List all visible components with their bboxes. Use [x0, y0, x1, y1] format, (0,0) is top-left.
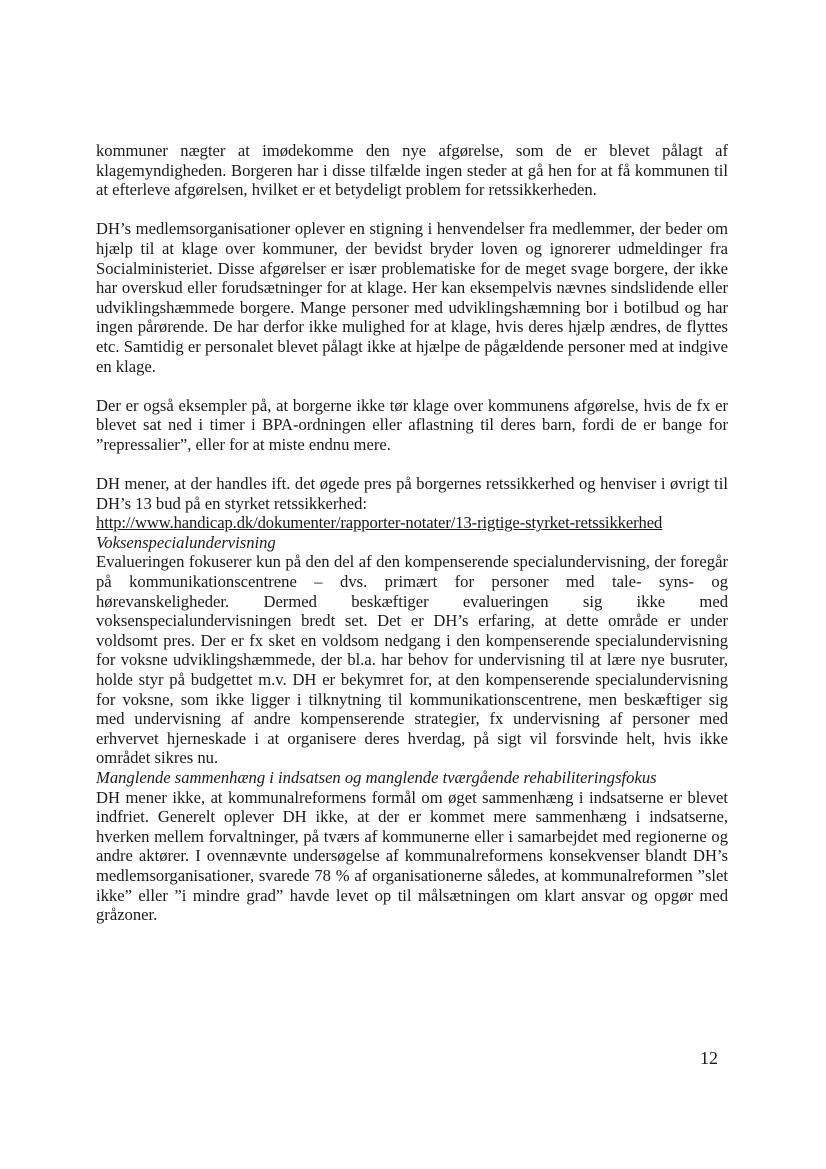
document-body — [96, 141, 728, 925]
paragraph-klagemyndighed: kommuner nægter at imødekomme den nye afgørelse, som de er blevet pålagt af klagemyndigheden. Borgeren har i disse tilfælde ingen steder at gå hen for at få kommunen til at efterleve afgørelsen, hvilket er et betydeligt problem for retssikkerheden. — [96, 141, 728, 200]
retssikkerhed-link[interactable]: http://www.handicap.dk/dokumenter/rapporter-notater/13-rigtige-styrket-retssikkerhed — [96, 513, 663, 533]
page-number: 12 — [700, 1048, 718, 1068]
paragraph-retssikkerhed — [96, 474, 728, 533]
paragraph-voksenspecialundervisning: Evalueringen fokuserer kun på den del af den kompenserende specialundervisning, der foregår på kommunikationscentrene – dvs. primært for personer med tale- syns- og hørevanskeligheder. Dermed beskæftiger evalueringen sig ikke med voksenspecialundervisningen bredt set. Det er DH’s erfaring, at dette område er under voldsomt pres. Der er fx sket en voldsom nedgang i den kompenserende specialundervisning for voksne udviklingshæmmede, der bl.a. har behov for undervisning til at lære nye busruter, holde styr på budgettet m.v. DH er bekymret for, at den kompenserende specialundervisning for voksne, som ikke ligger i tilknytning til kommunikationscentrene, men beskæftiger sig med undervisning af andre kompenserende strategier, fx undervisning af personer med erhvervet hjerneskade i at organisere deres hverdag, på sigt vil forsvinde helt, hvis ikke området sikres nu. — [96, 552, 728, 768]
paragraph-medlemsorganisationer: DH’s medlemsorganisationer oplever en stigning i henvendelser fra medlemmer, der beder om hjælp til at klage over kommuner, der bevidst bryder loven og ignorerer udmeldinger fra Socialministeriet. Disse afgørelser er især problematiske for de meget svage borgere, der ikke har overskud eller forudsætninger for at klage. Her kan eksempelvis nævnes sindslidende eller udviklingshæmmede borgere. Mange personer med udviklingshæmning bor i botilbud og har ingen pårørende. De har derfor ikke mulighed for at klage, hvis deres hjælp ændres, de flyttes etc. Samtidig er personalet blevet pålagt ikke at hjælpe de pågældende personer med at indgive en klage. — [96, 219, 728, 376]
heading-voksenspecialundervisning: Voksenspecialundervisning — [96, 532, 276, 552]
heading-manglende-sammenhaeng: Manglende sammenhæng i indsatsen og manglende tværgående rehabiliteringsfokus — [96, 768, 657, 787]
paragraph-retssikkerhed-text: DH mener, at der handles ift. det øgede pres på borgernes retssikkerhed og henviser i øvrigt til DH’s 13 bud på en styrket retssikkerhed: — [96, 474, 728, 513]
paragraph-kommunalreform: DH mener ikke, at kommunalreformens formål om øget sammenhæng i indsatserne er blevet indfriet. Generelt oplever DH ikke, at der er kommet mere sammenhæng i indsatserne, hverken mellem forvaltninger, på tværs af kommunerne eller i samarbejdet med regionerne og andre aktører. I ovennævnte undersøgelse af kommunalreformens konsekvenser blandt DH’s medlemsorganisationer, svarede 78 % af organisationerne således, at kommunalreformen ”slet ikke” eller ”i mindre grad” havde levet op til målsætningen om klart ansvar og opgør med gråzoner. — [96, 787, 728, 925]
paragraph-repressalier: Der er også eksempler på, at borgerne ikke tør klage over kommunens afgørelse, hvis de fx er blevet sat ned i timer i BPA-ordningen eller aflastning til deres barn, fordi de er bange for ”repressalier”, eller for at miste endnu mere. — [96, 395, 728, 454]
